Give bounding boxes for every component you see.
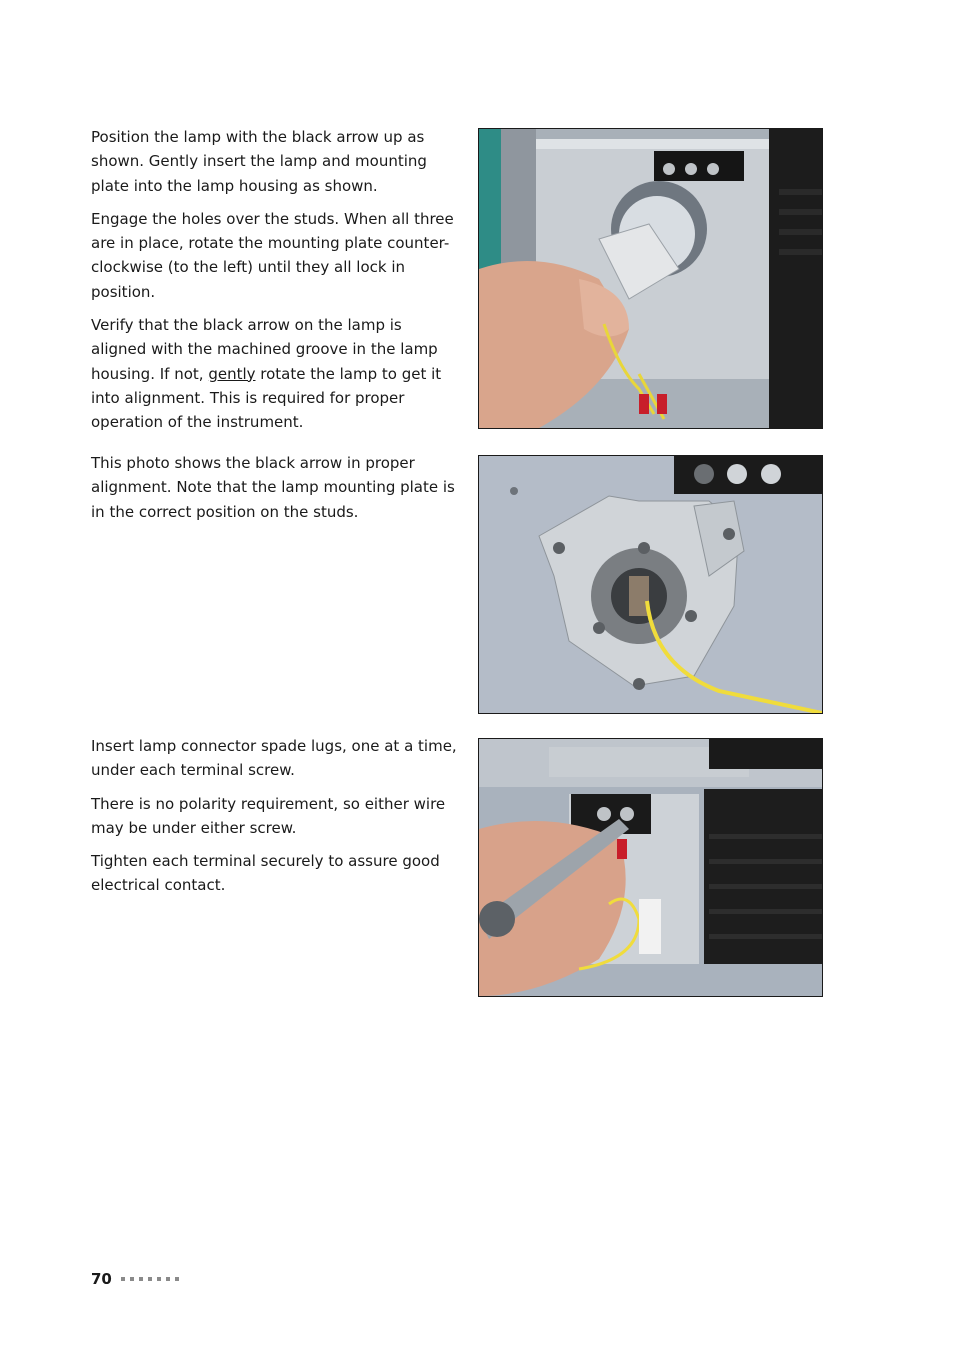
section-3-text bbox=[91, 734, 461, 907]
emphasis-gently: gently bbox=[208, 364, 256, 383]
footer-dot bbox=[130, 1277, 134, 1281]
photo-tighten-terminals bbox=[478, 738, 823, 997]
instruction-engage-holes: Engage the holes over the studs. When all three are in place, rotate the mounting plate counter-clockwise (to the left) until they all lock in position. bbox=[91, 209, 454, 301]
footer-dot bbox=[157, 1277, 161, 1281]
photo-insert-lamp bbox=[478, 128, 823, 429]
footer-dot bbox=[139, 1277, 143, 1281]
instruction-tighten-terminals: Tighten each terminal securely to assure good electrical contact. bbox=[91, 852, 440, 895]
instruction-position-lamp: Position the lamp with the black arrow up as shown. Gently insert the lamp and mounting plate into the lamp housing as shown. bbox=[91, 128, 427, 195]
photo-arrow-alignment bbox=[478, 455, 823, 714]
section-2-text bbox=[91, 451, 461, 533]
instruction-insert-spade-lugs: Insert lamp connector spade lugs, one at a time, under each terminal screw. bbox=[91, 737, 457, 780]
instruction-verify-arrow: Verify that the black arrow on the lamp is aligned with the machined groove in the lamp housing. If not, gently rotate the lamp to get it into alignment. This is required for proper operation of the instrument. bbox=[91, 316, 442, 432]
section-1-text bbox=[91, 125, 461, 444]
footer-dot bbox=[148, 1277, 152, 1281]
note-arrow-alignment: This photo shows the black arrow in proper alignment. Note that the lamp mounting plate is in the correct position on the studs. bbox=[91, 454, 455, 521]
page-number: 70 bbox=[91, 1270, 112, 1288]
footer-dot bbox=[166, 1277, 170, 1281]
footer-dot bbox=[175, 1277, 179, 1281]
page-footer bbox=[91, 1270, 179, 1288]
footer-dot bbox=[121, 1277, 125, 1281]
note-no-polarity: There is no polarity requirement, so either wire may be under either screw. bbox=[91, 794, 446, 837]
footer-dots bbox=[121, 1277, 179, 1281]
